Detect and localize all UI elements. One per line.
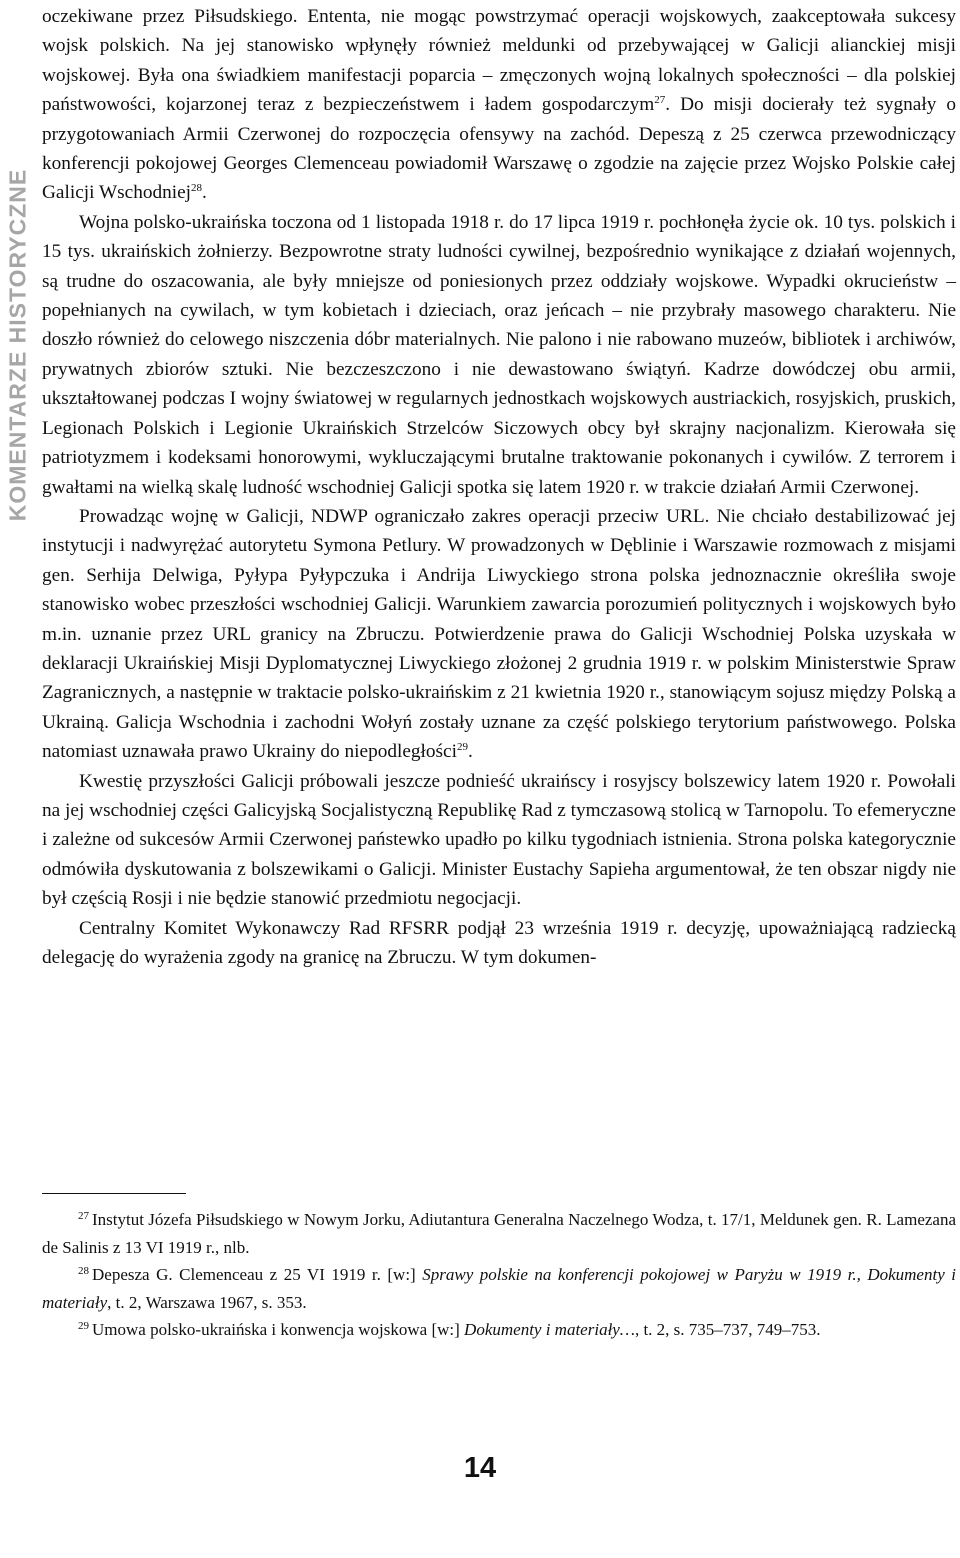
section-label [0, 0, 36, 700]
footnote-reference: 29 [456, 741, 468, 754]
text-run: Wojna polsko-ukraińska toczona od 1 listopada 1918 r. do 17 lipca 1919 r. pochłonęła życie ok. 10 tys. polskich i 15 tys. ukraińskich żołnierzy. Bezpowrotne straty ludności cywilnej, bezpośrednio wynikające z działań wojennych, są trudne do oszacowania, ale były mniejsze od poniesionych przez oddziały wojskowe. Wypadki okrucieństw – popełnianych na cywilach, w tym kobietach i dzieciach, oraz jeńcach – nie przybrały masowego charakteru. Nie doszło również do celowego niszczenia dóbr materialnych. Nie palono i nie rabowano muzeów, bibliotek i archiwów, prywatnych zbiorów sztuki. Nie bezczeszczono i nie dewastowano świątyń. Kadrze dowódczej obu armii, ukształtowanej podczas I wojny światowej w regularnych jednostkach wojskowych austriackich, rosyjskich, pruskich, Legionach Polskich i Legionie Ukraińskich Strzelców Siczowych obcy był skrajny nacjonalizm. Kierowała się patriotyzmem i kodeksami honorowymi, wykluczającymi brutalne traktowanie pokonanych i cywilów. Z terrorem i gwałtami na wielką skalę ludność wschodniej Galicji spotka się latem 1920 r. w trakcie działań Armii Czerwonej. [42, 211, 956, 498]
text-run: oczekiwane przez Piłsudskiego. Ententa, nie mogąc powstrzymać operacji wojskowych, zaakceptowała sukcesy wojsk polskich. Na jej stanowisko wpłynęły również meldunki od przebywającej w Galicji alianckiej misji wojskowej. Była ona świadkiem manifestacji poparcia – zmęczonych wojną lokalnych społeczności – dla polskiej państwowości, kojarzonej teraz z bezpieczeństwem i ładem gospodarczym [42, 6, 956, 116]
footnote-number: 28 [78, 1265, 89, 1277]
section-label-text: KOMENTARZE HISTORYCZNE [4, 168, 31, 522]
italic-title: Sprawy polskie na konferencji pokojowej w Paryżu w 1919 r., Dokumenty i materiały [42, 1265, 956, 1312]
footnote [42, 1261, 956, 1316]
paragraph [42, 914, 956, 973]
footnote-reference: 28 [191, 182, 203, 195]
text-run: Centralny Komitet Wykonawczy Rad RFSRR podjął 23 września 1919 r. decyzję, upoważniającą radziecką delegację do wyrażenia zgody na granicę na Zbruczu. W tym dokumen- [42, 917, 956, 968]
footnote [42, 1316, 956, 1344]
footnote-number: 29 [78, 1320, 89, 1332]
text-run: Instytut Józefa Piłsudskiego w Nowym Jorku, Adiutantura Generalna Naczelnego Wodza, t. 17/1, Meldunek gen. R. Lamezana de Salinis z 13 VI 1919 r., nlb. [42, 1210, 956, 1257]
text-run: Kwestię przyszłości Galicji próbowali jeszcze podnieść ukraińscy i rosyjscy bolszewicy latem 1920 r. Powołali na jej wschodniej części Galicyjską Socjalistyczną Republikę Rad z tymczasową stolicą w Tarnopolu. To efemeryczne i zależne od sukcesów Armii Czerwonej państewko upadło po kilku tygodniach istnienia. Strona polska kategorycznie odmówiła dyskutowania z bolszewikami o Galicji. Minister Eustachy Sapieha argumentował, że ten obszar nigdy nie był częścią Rosji i nie będzie stanowić przedmiotu negocjacji. [42, 770, 956, 910]
italic-title: Dokumenty i materiały… [464, 1320, 635, 1339]
text-run: , t. 2, s. 735–737, 749–753. [634, 1320, 821, 1339]
text-run: . Do misji docierały też sygnały o przygotowaniach Armii Czerwonej do rozpoczęcia ofensywy na zachód. Depeszą z 25 czerwca przewodniczący konferencji pokojowej Georges Clemenceau powiadomił Warszawę o zgodzie na zajęcie przez Wojsko Polskie całej Galicji Wschodniej [42, 94, 956, 204]
text-run: . [202, 182, 207, 204]
text-run: Prowadząc wojnę w Galicji, NDWP ograniczało zakres operacji przeciw URL. Nie chciało destabilizować jej instytucji i nadwyrężać autorytetu Symona Petlury. W prowadzonych w Dęblinie i Warszawie rozmowach z misjami gen. Serhija Delwiga, Pyłypa Pyłypczuka i Andrija Liwyckiego strona polska jednoznacznie określiła swoje stanowisko wobec przeszłości wschodniej Galicji. Warunkiem zawarcia porozumień politycznych i wojskowych było m.in. uznanie przez URL granicy na Zbruczu. Potwierdzenie prawa do Galicji Wschodniej Polska uzyskała w deklaracji Ukraińskiej Misji Dyplomatycznej Liwyckiego złożonej 2 grudnia 1919 r. w polskim Ministerstwie Spraw Zagranicznych, a następnie w traktacie polsko-ukraińskim z 21 kwietnia 1920 r., stanowiącym sojusz między Polską a Ukrainą. Galicja Wschodnia i zachodni Wołyń zostały uznane za część polskiego terytorium państwowego. Polska natomiast uznawała prawo Ukrainy do niepodległości [42, 505, 956, 763]
footnotes [42, 1206, 956, 1344]
paragraph [42, 208, 956, 502]
text-run: . [467, 741, 473, 763]
text-run: Umowa polsko-ukraińska i konwencja wojskowa [w:] [92, 1320, 465, 1339]
text-run: Depesza G. Clemenceau z 25 VI 1919 r. [w:] [92, 1265, 423, 1284]
footnote-number: 27 [78, 1210, 89, 1222]
footnote-reference: 27 [654, 94, 666, 107]
paragraph [42, 502, 956, 767]
text-run: , t. 2, Warszawa 1967, s. 353. [107, 1292, 307, 1312]
page-number: 14 [463, 1452, 497, 1484]
body-text [42, 2, 956, 972]
footnote [42, 1206, 956, 1261]
footnote-separator [42, 1193, 186, 1194]
paragraph [42, 2, 956, 208]
paragraph [42, 767, 956, 914]
